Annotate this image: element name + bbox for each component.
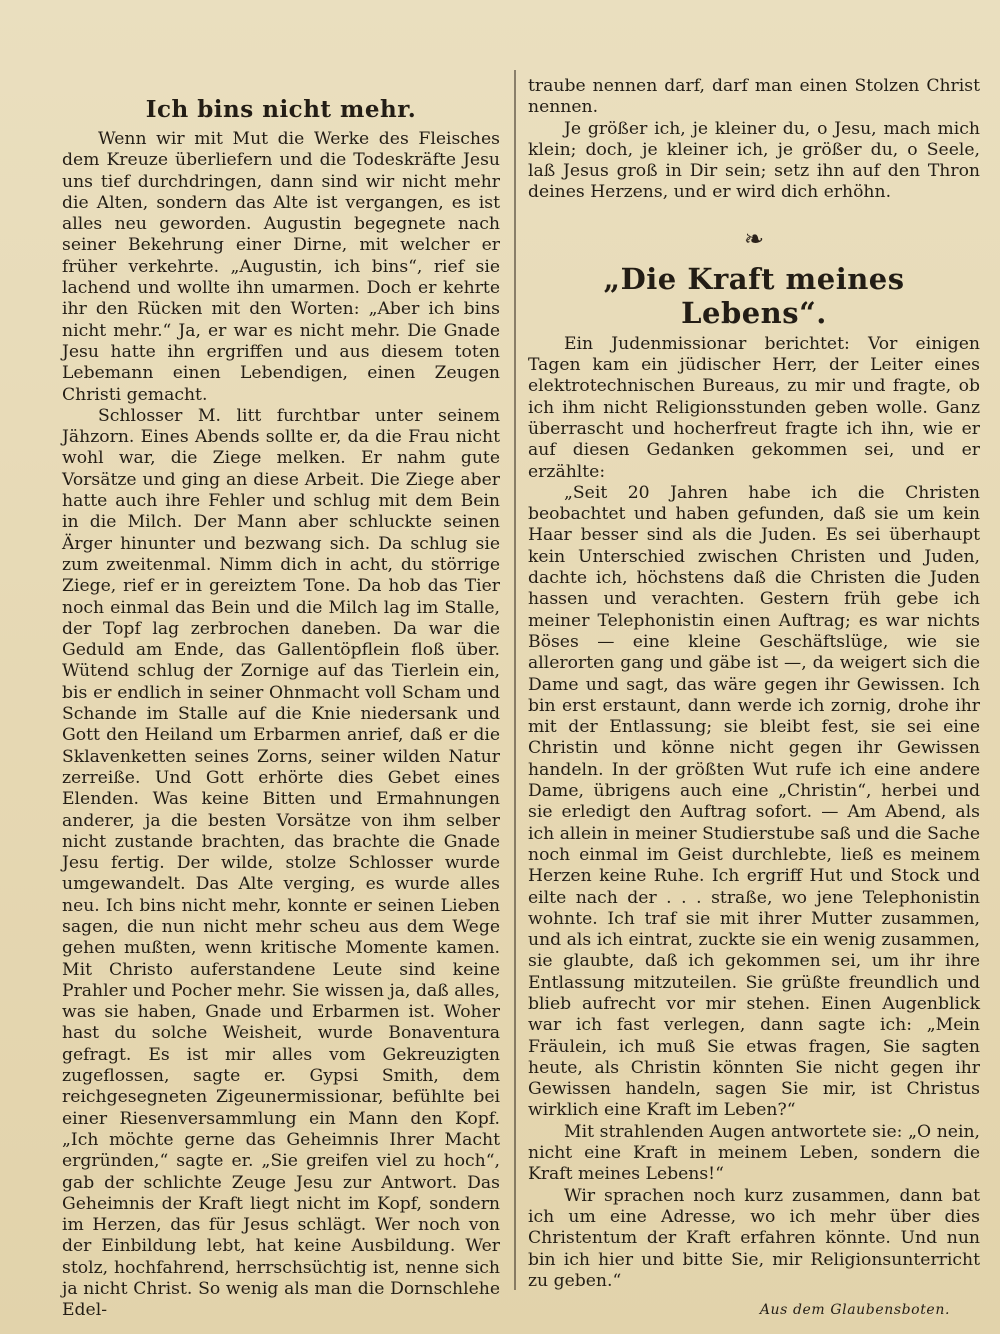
article-paragraph: Wir sprachen noch kurz zusammen, dann bat ich um eine Adresse, wo ich mehr über dies Christentum der Kraft erfahren könnte. Und nun bin ich hier und bitte Sie, mir Religionsunterricht zu geben.“: [528, 1185, 980, 1291]
article-paragraph: „Seit 20 Jahren habe ich die Christen beobachtet und haben gefunden, daß sie um kein Haar besser sind als die Juden. Es sei überhaupt kein Unterschied zwischen Christen und Juden, dachte ich, höchstens daß die Christen die Juden hassen und verachten. Gestern früh gebe ich meiner Telephonistin einen Auftrag; es war nichts Böses — eine kleine Geschäftslüge, wie sie allerorten gang und gäbe ist —, da weigert sich die Dame und sagt, das wäre gegen ihr Gewissen. Ich bin erst erstaunt, dann werde ich zornig, drohe ihr mit der Entlassung; sie bleibt fest, sie sei eine Christin und könne nicht gegen ihr Gewissen handeln. In der größten Wut rufe ich eine andere Dame, übrigens auch eine „Christin“, herbei und sie erledigt den Auftrag sofort. — Am Abend, als ich allein in meiner Studierstube saß und die Sache noch einmal im Geist durchlebte, ließ es meinem Herzen keine Ruhe. Ich ergriff Hut und Stock und eilte nach der . . . straße, wo jene Telephonistin wohnte. Ich traf sie mit ihrer Mutter zusammen, und als ich eintrat, zuckte sie ein wenig zusammen, sie glaubte, daß ich gekommen sei, um ihr ihre Entlassung mitzuteilen. Sie grüßte freundlich und blieb aufrecht vor mir stehen. Einen Augenblick war ich fast verlegen, dann sagte ich: „Mein Fräulein, ich muß Sie etwas fragen, Sie sagten heute, als Christin könnten Sie nicht gegen ihr Gewissen handeln, sagen Sie mir, ist Christus wirklich eine Kraft im Leben?“: [528, 482, 980, 1121]
continuation-paragraph: traube nennen darf, darf man einen Stolzen Christ nennen.: [528, 76, 980, 118]
source-attribution: Aus dem Glaubensboten.: [759, 1302, 950, 1319]
article-paragraph: Wenn wir mit Mut die Werke des Fleisches dem Kreuze überliefern und die Todeskräfte Jesu uns tief durchdringen, dann sind wir nicht mehr die Alten, sondern das Alte ist vergangen, es ist alles neu geworden. Augustin begegnete nach seiner Bekehrung einer Dirne, mit welcher er früher verkehrte. „Augustin, ich bins“, rief sie lachend und wollte ihn umarmen. Doch er kehrte ihr den Rücken mit den Worten: „Aber ich bins nicht mehr.“ Ja, er war es nicht mehr. Die Gnade Jesu hatte ihn ergriffen und aus diesem toten Lebemann einen Lebendigen, einen Zeugen Christi gemacht.: [62, 129, 500, 405]
article-paragraph: Ein Judenmissionar berichtet: Vor einigen Tagen kam ein jüdischer Herr, der Leiter eines elektrotechnischen Bureaus, zu mir und fragte, ob ich ihm nicht Religionsstunden geben wolle. Ganz überrascht und hocherfreut fragte ich ihn, wie er auf diesen Gedanken gekommen sei, und er erzählte:: [528, 333, 980, 482]
left-column: [62, 96, 500, 1322]
right-column: [528, 76, 980, 1318]
column-divider: [514, 70, 516, 1290]
continuation-paragraph: Je größer ich, je kleiner du, o Jesu, mach mich klein; doch, je kleiner ich, je größer du, o Seele, laß Jesus groß in Dir sein; setz ihn auf den Thron deines Herzens, und er wird dich erhöhn.: [528, 118, 980, 203]
article-title-die-kraft-meines-lebens: „Die Kraft meines Lebens“.: [603, 261, 905, 330]
article-title-ich-bins-nicht-mehr: Ich bins nicht mehr.: [145, 96, 417, 123]
article-paragraph: Schlosser M. litt furchtbar unter seinem Jähzorn. Eines Abends sollte er, da die Frau nicht wohl war, die Ziege melken. Er nahm gute Vorsätze und ging an diese Arbeit. Die Ziege aber hatte auch ihre Fehler und schlug mit dem Bein in die Milch. Der Mann aber schluckte seinen Ärger hinunter und bezwang sich. Da schlug sie zum zweitenmal. Nimm dich in acht, du störrige Ziege, rief er in gereiztem Tone. Da hob das Tier noch einmal das Bein und die Milch lag im Stalle, der Topf lag zerbrochen daneben. Da war die Geduld am Ende, das Gallentöpflein floß über. Wütend schlug der Zornige auf das Tierlein ein, bis er endlich in seiner Ohnmacht voll Scham und Schande im Stalle auf die Knie niedersank und Gott den Heiland um Erbarmen anrief, daß er die Sklavenketten seines Zorns, seiner wilden Natur zerreiße. Und Gott erhörte dies Gebet eines Elenden. Was keine Bitten und Ermahnungen anderer, ja die besten Vorsätze von ihm selber nicht zustande brachten, das brachte die Gnade Jesu fertig. Der wilde, stolze Schlosser wurde umgewandelt. Das Alte verging, es wurde alles neu. Ich bins nicht mehr, konnte er seinen Lieben sagen, die nun nicht mehr scheu aus dem Wege gehen mußten, wenn kritische Momente kamen. Mit Christo auferstandene Leute sind keine Prahler und Pocher mehr. Sie wissen ja, daß alles, was sie haben, Gnade und Erbarmen ist. Woher hast du solche Weisheit, wurde Bonaventura gefragt. Es ist mir alles vom Gekreuzigten zugeflossen, sagte er. Gypsi Smith, dem reichgesegneten Zigeunermissionar, befühlte bei einer Riesenversammlung ein Mann den Kopf. „Ich möchte gerne das Geheimnis Ihrer Macht ergründen,“ sagte er. „Sie greifen viel zu hoch“, gab der schlichte Zeuge Jesu zur Antwort. Das Geheimnis der Kraft liegt nicht im Kopf, sondern im Herzen, das für Jesus schlägt. Wer noch von der Einbildung lebt, hat keine Ausbildung. Wer stolz, hochfahrend, herrschsüchtig ist, nenne sich ja nicht Christ. So wenig als man die Dornschlehe Edel-: [62, 405, 500, 1321]
ornament-icon: ❧: [743, 224, 765, 253]
article-paragraph: Mit strahlenden Augen antwortete sie: „O nein, nicht eine Kraft in meinem Leben, sondern die Kraft meines Lebens!“: [528, 1121, 980, 1185]
